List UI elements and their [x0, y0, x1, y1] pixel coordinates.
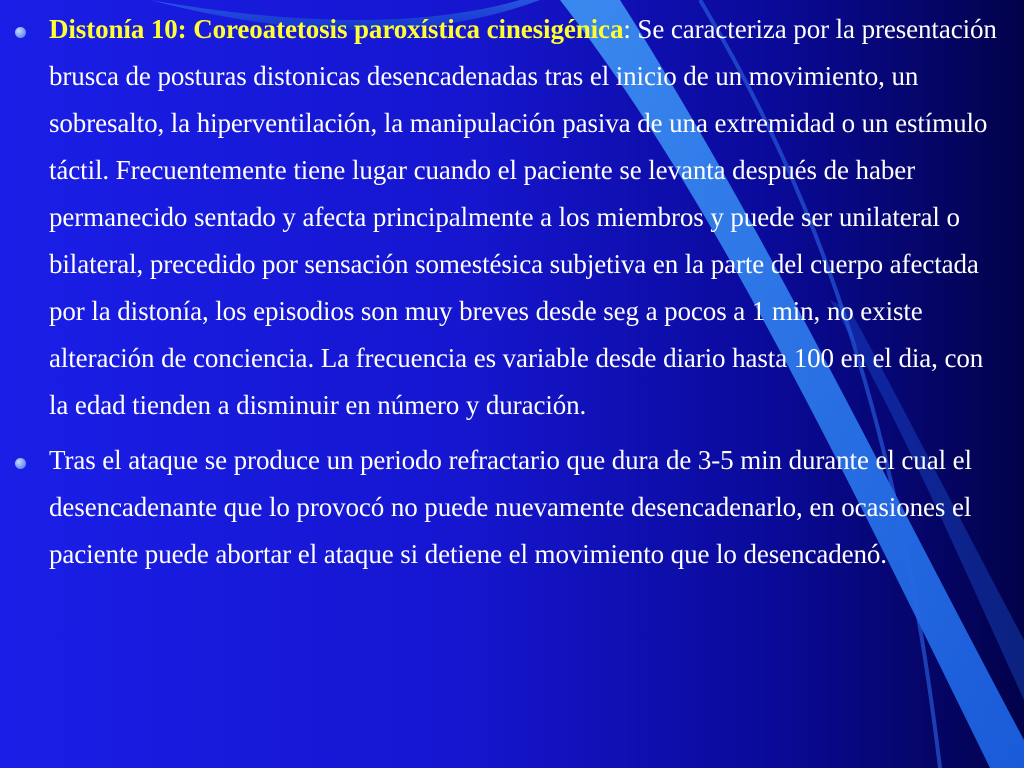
bullet-heading: Distonía 10: Coreoatetosis paroxística cinesigénica	[49, 14, 624, 44]
bullet-text: Se caracteriza por la presentación brusca de posturas distonicas desencadenadas tras el inicio de un movimiento, un sobresalto, la hiperventilación, la manipulación pasiva de una extremidad o un estímulo táctil. Frecuentemente tiene lugar cuando el paciente se levanta después de haber permanecido sentado y afecta principalmente a los miembros y puede ser unilateral o bilateral, precedido por sensación somestésica subjetiva en la parte del cuerpo afectada por la distonía, los episodios son muy breves desde seg a pocos a 1 min, no existe alteración de conciencia. La frecuencia es variable desde diario hasta 100 en el dia, con la edad tienden a disminuir en número y duración.	[49, 14, 997, 420]
bullet-text: Tras el ataque se produce un periodo refractario que dura de 3-5 min durante el cual el desencadenante que lo provocó no puede nuevamente desencadenarlo, en ocasiones el paciente puede abortar el ataque si detiene el movimiento que lo desencadenó.	[49, 445, 972, 569]
bullet-item-2	[8, 437, 1008, 578]
bullet-icon	[15, 458, 26, 469]
heading-separator: :	[623, 14, 631, 44]
bullet-item-1	[8, 6, 1008, 429]
bullet-icon	[15, 27, 26, 38]
bullet-list	[8, 6, 1008, 586]
